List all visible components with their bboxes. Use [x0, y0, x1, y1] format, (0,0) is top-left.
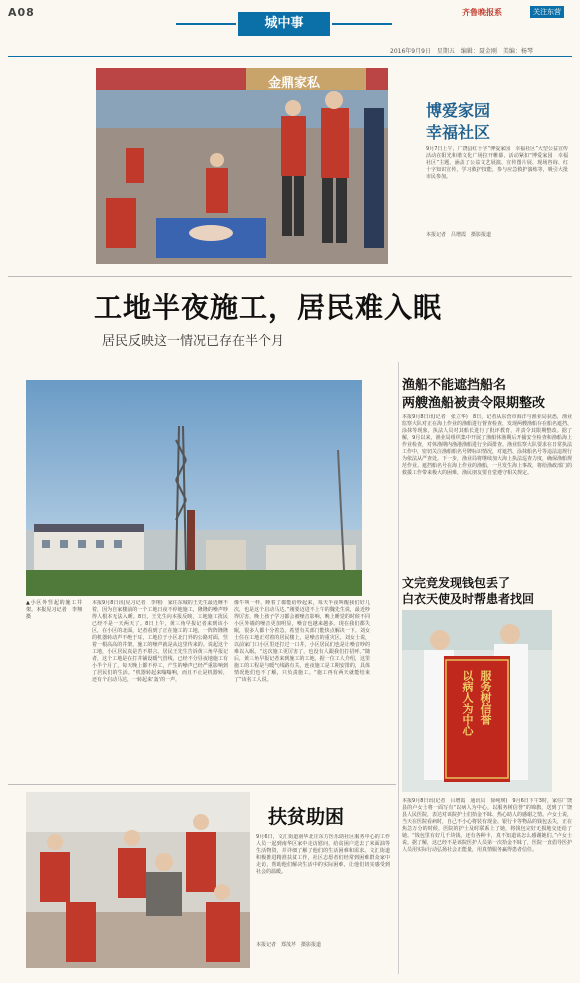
newspaper-brand: 齐鲁晚报系	[462, 8, 502, 17]
nurses-banner-photo	[402, 610, 552, 792]
divider	[8, 784, 396, 785]
construction-site-photo	[26, 380, 362, 596]
poverty-title: 扶贫助困	[268, 806, 345, 828]
main-headline: 工地半夜施工，居民难入眠	[94, 291, 443, 324]
fishing-story-body: 本报9月8日讯(记者 张立华) 8日，记者从东营市海洋与渔业局获悉，渔业监察大队对正在海上作业的渔船进行督查检查，发现两艘渔船存在船名遮挡、涂抹等现象，执法人员对其船长进行了批评教育，并责令其限期整改。据了解，9月以来，渔业局组织集中开展了渔船休渔期后开捕安全检查和渔船海上作业检查，对休渔期内渔港渔船进行全面排查。渔业监察大队要求在日常执法工作中，密切关注渔船船名号牌标识情况，对遮挡、涂抹船名号等违法违规行为依法从严查处。下一步，渔业局将继续加大海上执法巡查力度，确保渔船规范作业。遮挡船名号在海上作业的渔船，一旦发生海上事故，将给渔政部门的救援工作带来极大的困难，渔民朋友要自觉遵守相关规定。	[402, 414, 572, 476]
page-number: A08	[8, 6, 35, 19]
wallet-title-line2: 白衣天使及时帮患者找回	[402, 592, 535, 606]
fishing-title-line2: 两艘渔船被责令限期整改	[402, 396, 546, 411]
photo-caption: ▲小区外竖起的施工井架。本报见习记者 李翔 摄	[26, 600, 88, 620]
divider	[8, 276, 572, 277]
main-story-column-1: 本报9月8日讯(见习记者 李翔) 家住东城的王先生最近睡不着，因为自家楼前的一个工地日夜不停地施工，隆隆的噪声吵得人根本无法入睡。8日，王先生向本报反映，工地施工扰民已经不是一天两天了。8日上午，黄三角早报记者来到该小区，在小区的北面，记者看到了正在施工的工地，一阵阵隆隆的机器转动声不绝于耳，工地位于小区北门外的公路对面，竖着一根高高的井架，施工的噪声就是从这里传来的。说起这个工地，小区居民真是苦不堪言。居民王先生告诉黄三角早报记者，这个工地是在打井铺设暖气管线，已经不分昼夜地施工有小半个月了，每天晚上都不停工，产生的噪声已经严重影响到了居民们的生活。“机器转起来嗡嗡响，而且不止是机器转，还有个启动马达，一转起来‘轰’的一声，	[92, 600, 228, 683]
header-rule	[8, 56, 572, 57]
main-story-column-2: 像牛叫一样，睡着了都能给吵起来，每天半夜叫醒我们好几次，也是这个启动马达。”刚要迈进不上午的魏先生说，最近吵得厉害，晚上孩子学习都会被噪音影响，晚上睡觉的时候不同小区外墙的噪音更加明显，噪音也越来越多。现在我们都失眠，很多人都十分着急，希望有关部门能快点解决一下。刘女士住在工地正对着的居民楼上，是噪音的重灾区。刘女士说，以前家门口小区里还打过一口井，小区居民们也是让噪音吵的难以入眠。“这次施工更厉害了，也没有人跟我们打招呼。”随后，黄三角早报记者来到施工的工地，据一位工人介绍，这里施工的工程是与暖气线路有关，连夜施工是工期安排的，具体情况他们也不了解，只负责施工。“施工再有两天就能结束了”该名工人说。	[234, 600, 370, 683]
fishing-title-line1: 渔船不能遮挡船名	[402, 378, 507, 393]
story1-title-line2: 幸福社区	[426, 123, 491, 142]
banner-text-right: 以病人为中心	[461, 670, 474, 736]
story1-title-line1: 博爱家园	[426, 101, 491, 120]
poverty-credit: 本报记者 郑茂芹 摄影报道	[256, 942, 322, 948]
main-subheadline: 居民反映这一情况已存在半个月	[102, 334, 285, 349]
poverty-visit-photo	[26, 792, 250, 968]
wallet-title-line1: 文完竞发现钱包丢了	[402, 576, 511, 590]
brand-badge: 关注东营	[530, 6, 564, 18]
dateline: 2016年9月9日 星期五 编辑：聂金刚 美编：杨琴	[390, 48, 533, 55]
wallet-story-body: 本报9月8日讯(记者 吕增霞 通讯员 徐纯瑛) 9月6日下午3时，家住广饶县的卢女士将一面写有“以病人为中心，以服务树信誉”的锦旗，送到了广饶县人民医院，表达对该院护士们拾金不昧、热心助人的感谢之情。卢女士说，当天在医院看病时，自己不小心将装有现金、银行卡等物品的钱包丢失，正在焦急万分的时候，医院的护士及时联系上了她，将钱包完好无损地交还给了她。“钱包里有好几千块钱，还有各种卡，真不知道该怎么感谢她们。”卢女士说。据了解，这已经不是该院医护人员第一次拾金不昧了，医院一直倡导医护人员用实际行动弘扬社会正能量，用真情服务赢得患者信任。	[402, 798, 572, 853]
section-title: 城中事	[238, 12, 330, 36]
banner-text-left: 服务树信誉	[479, 670, 492, 725]
story1-credit: 本报记者 吕增霞 摄影报道	[426, 232, 492, 238]
poverty-story-body: 9月6日，文汇街道南华北庄东方医乐助社区服务中心的工作人员一起到南华区家中走访慰问，给贫困户送去了米面油等生活物资，并详细了解了他们的生活困难和需求。文汇街道积极推进精准扶贫工作，社区志愿者们经常到困难群众家中走访，帮助他们解决生活中的实际困难，让他们切实感受到社会的温暖。	[256, 834, 390, 875]
column-divider	[398, 362, 399, 974]
store-sign: 金鼎家私	[268, 76, 321, 91]
story1-body: 9月7日上午，广饶县红十字“博爱家园 幸福社区”大型公益宣传活动在阳光和谐文化广场拉开帷幕，活动紧扣“博爱家园 幸福社区”主题，涵盖了公益文艺展演、宣传图片展、现场咨询、红十字知识宣传，学习救护技能，参与应急救护演练等，吸引大批市民参加。	[426, 146, 568, 180]
community-event-photo	[96, 68, 388, 264]
